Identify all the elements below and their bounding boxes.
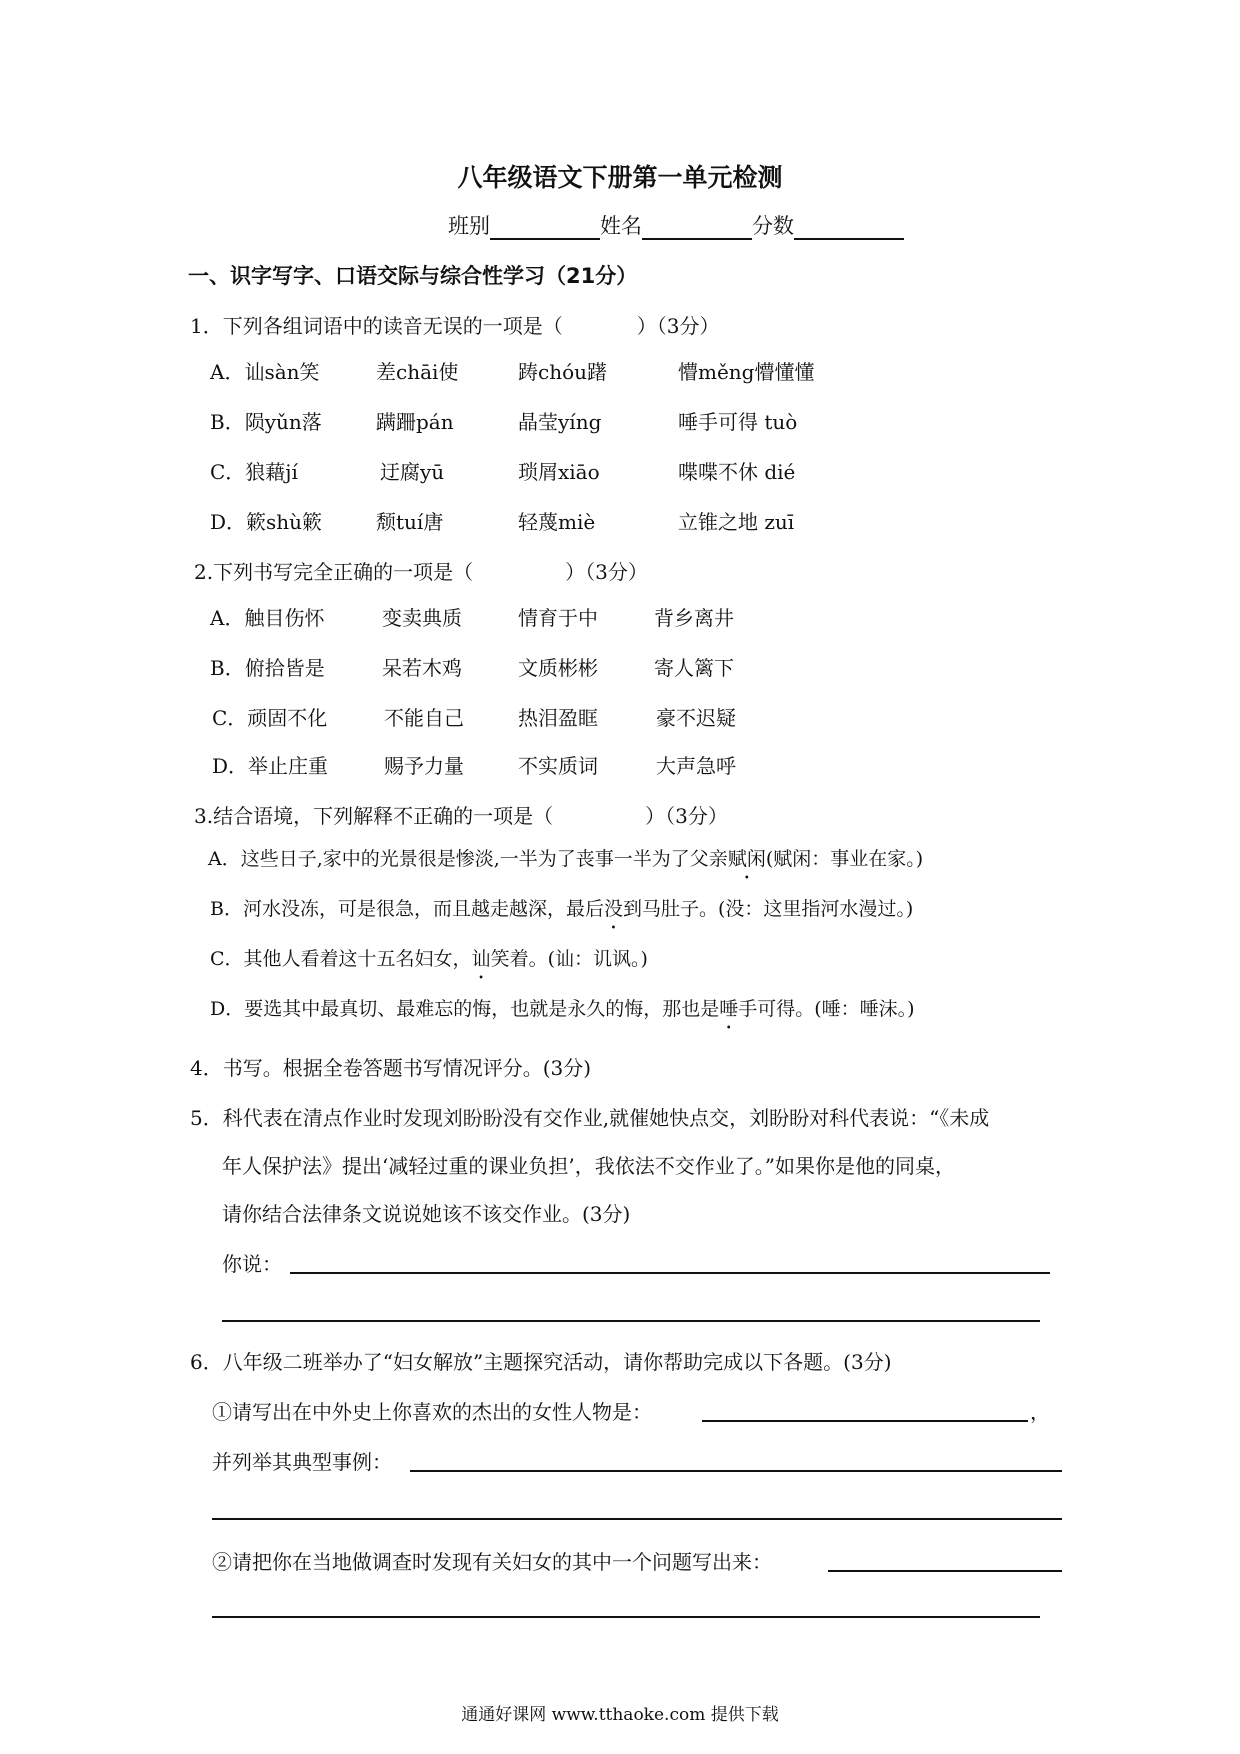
- q3-option-b-keyword: 没: [603, 898, 623, 920]
- q1-option-a-1: A．讪sàn笑: [210, 360, 320, 384]
- q3-option-c: [210, 944, 648, 971]
- q1-option-b-3: 晶莹yíng: [518, 410, 602, 434]
- q1-stem-text: 1．下列各组词语中的读音无误的一项是（: [190, 314, 563, 338]
- q3-option-c-keyword: 讪: [471, 948, 491, 970]
- q2-option-d-4: 大声急呼: [656, 754, 736, 778]
- q1-option-b-2: 蹒跚pán: [376, 410, 454, 434]
- q1-option-c-4: 喋喋不休 dié: [678, 460, 796, 484]
- q3-option-b-pre: B．河水没冻，可是很急，而且越走越深，最后: [210, 898, 604, 920]
- question-2-stem: [194, 556, 648, 585]
- q2-option-b-2: 呆若木鸡: [382, 656, 462, 680]
- question-5-line-1: 5．科代表在清点作业时发现刘盼盼没有交作业,就催她快点交，刘盼盼对科代表说：“《未成: [190, 1106, 990, 1130]
- q2-option-a-2: 变卖典质: [382, 606, 462, 630]
- name-blank[interactable]: [642, 214, 752, 240]
- q6-part-1-comma: ，: [1030, 1400, 1050, 1424]
- question-5-line-3: 请你结合法律条文说说她该不该交作业。(3分): [222, 1202, 631, 1226]
- q6-part-1-prompt: ①请写出在中外史上你喜欢的杰出的女性人物是：: [212, 1400, 652, 1424]
- q2-option-a-3: 情育于中: [518, 606, 598, 630]
- q6-part-1b-answer-line-2[interactable]: [212, 1518, 1062, 1520]
- q1-option-c-2: 迂腐yū: [380, 460, 445, 484]
- q3-option-d-pre: D．要选其中最真切、最难忘的悔，也就是永久的悔，那也是: [210, 998, 720, 1020]
- q6-part-2-prompt: ②请把你在当地做调查时发现有关妇女的其中一个问题写出来：: [212, 1550, 772, 1574]
- q3-option-d: [210, 994, 915, 1021]
- q1-option-c-1: C．狼藉jí: [210, 460, 298, 484]
- q2-option-c-4: 豪不迟疑: [656, 706, 736, 730]
- q2-option-b-4: 寄人篱下: [654, 656, 734, 680]
- q2-option-d-1: D．举止庄重: [212, 754, 329, 778]
- q2-option-d-2: 赐予力量: [384, 754, 464, 778]
- q5-answer-line-1[interactable]: [290, 1272, 1050, 1274]
- q2-option-a-4: 背乡离井: [654, 606, 734, 630]
- q1-option-a-3: 踌chóu躇: [518, 360, 608, 384]
- q3-option-c-pre: C．其他人看着这十五名妇女，: [210, 948, 472, 970]
- q2-score-text: ）（3分）: [565, 560, 648, 584]
- question-4: 4．书写。根据全卷答题书写情况评分。(3分): [190, 1056, 592, 1080]
- q1-option-b-4: 唾手可得 tuò: [678, 410, 798, 434]
- class-blank[interactable]: [490, 214, 600, 240]
- q1-option-d-3: 轻蔑miè: [518, 510, 596, 534]
- q3-option-d-post: 手可得。(唾：唾沫。): [738, 998, 915, 1020]
- score-blank[interactable]: [794, 214, 904, 240]
- question-5-line-2: 年人保护法》提出‘减轻过重的课业负担’，我依法不交作业了。”如果你是他的同桌，: [222, 1154, 955, 1178]
- q2-option-b-3: 文质彬彬: [518, 656, 598, 680]
- q3-stem-text: 3.结合语境，下列解释不正确的一项是（: [194, 804, 554, 828]
- q1-option-d-2: 颓tuí唐: [376, 510, 444, 534]
- q6-part-1b-prompt: 并列举其典型事例：: [212, 1450, 392, 1474]
- q2-option-b-1: B．俯拾皆是: [210, 656, 325, 680]
- q3-option-b-post: 到马肚子。(没：这里指河水漫过。): [622, 898, 914, 920]
- q3-option-a-pre: A．这些日子,家中的光景很是惨淡,一半为了丧事一半为了父亲: [208, 848, 728, 870]
- q6-part-2-answer-line-1[interactable]: [828, 1570, 1062, 1572]
- q3-option-b: [210, 894, 913, 921]
- q5-answer-label: 你说：: [222, 1252, 282, 1276]
- page-title: 八年级语文下册第一单元检测: [457, 163, 783, 192]
- class-label: 班别: [448, 214, 490, 238]
- q5-answer-line-2[interactable]: [222, 1320, 1040, 1322]
- q2-option-d-3: 不实质词: [518, 754, 598, 778]
- question-1-stem: [190, 310, 719, 339]
- name-label: 姓名: [600, 214, 642, 238]
- q6-part-1-answer-line[interactable]: [702, 1420, 1028, 1422]
- q3-option-d-keyword: 唾: [719, 998, 739, 1020]
- q2-option-c-3: 热泪盈眶: [518, 706, 598, 730]
- q3-option-a-keyword: 赋闲: [727, 848, 766, 870]
- q1-score-text: ）（3分）: [636, 314, 720, 338]
- question-6-stem: 6．八年级二班举办了“妇女解放”主题探究活动，请你帮助完成以下各题。(3分): [190, 1350, 892, 1374]
- question-3-stem: [194, 800, 728, 829]
- q2-option-c-2: 不能自己: [384, 706, 464, 730]
- q6-part-2-answer-line-2[interactable]: [212, 1616, 1040, 1618]
- q3-option-a: [208, 844, 923, 871]
- score-label: 分数: [752, 214, 794, 238]
- q1-option-a-2: 差chāi使: [376, 360, 459, 384]
- student-info-fields: [448, 210, 904, 240]
- q1-option-d-1: D．簌shù簌: [210, 510, 323, 534]
- q3-option-c-post: 笑着。(讪：讥讽。): [490, 948, 648, 970]
- q2-option-c-1: C．顽固不化: [212, 706, 328, 730]
- footer-source: 通通好课网 www.tthaoke.com 提供下载: [461, 1705, 779, 1725]
- q6-part-1b-answer-line-1[interactable]: [410, 1470, 1062, 1472]
- q1-option-c-3: 琐屑xiāo: [518, 460, 600, 484]
- q3-score-text: ）（3分）: [645, 804, 728, 828]
- q1-option-d-4: 立锥之地 zuī: [678, 510, 795, 534]
- q1-option-b-1: B．陨yǔn落: [210, 410, 322, 434]
- q2-stem-text: 2.下列书写完全正确的一项是（: [194, 560, 474, 584]
- q3-option-a-post: (赋闲：事业在家。): [765, 848, 924, 870]
- q1-option-a-4: 懵měng懵懂懂: [678, 360, 815, 384]
- section-heading: 一、识字写字、口语交际与综合性学习（21分）: [188, 264, 638, 288]
- q2-option-a-1: A．触目伤怀: [210, 606, 325, 630]
